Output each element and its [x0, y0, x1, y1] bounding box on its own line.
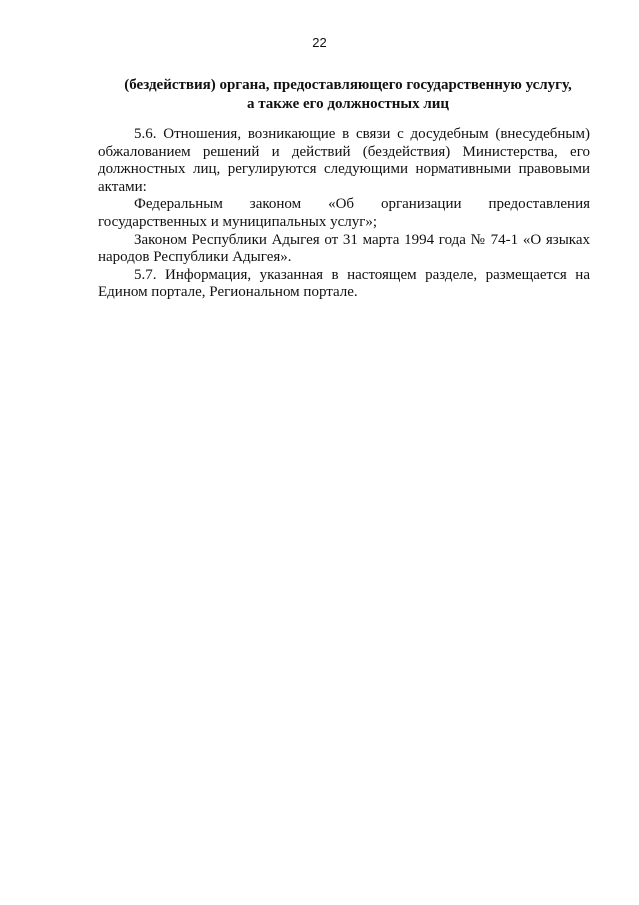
paragraph-adygea-law: Законом Республики Адыгея от 31 марта 1994 года № 74-1 «О языках народов Республики Адыгея». [98, 231, 590, 266]
page-number: 22 [312, 35, 327, 50]
section-heading-line-1: (бездействия) органа, предоставляющего государственную услугу, [124, 77, 572, 93]
paragraph-federal-law-line-1: Федеральным законом «Об организации предоставления [134, 196, 590, 213]
paragraph-5-7: 5.7. Информация, указанная в настоящем разделе, размещается на Едином портале, Региональном портале. [98, 266, 590, 301]
section-heading-line-2: а также его должностных лиц [246, 96, 450, 112]
paragraph-5-6: 5.6. Отношения, возникающие в связи с досудебным (внесудебным) обжалованием решений и действий (бездействия) Министерства, его должностных лиц, регулируются следующими нормативными правовыми актами: [98, 126, 590, 195]
paragraph-federal-law-line-2: государственных и муниципальных услуг»; [98, 213, 378, 230]
document-body [98, 126, 590, 302]
section-heading [98, 76, 598, 114]
